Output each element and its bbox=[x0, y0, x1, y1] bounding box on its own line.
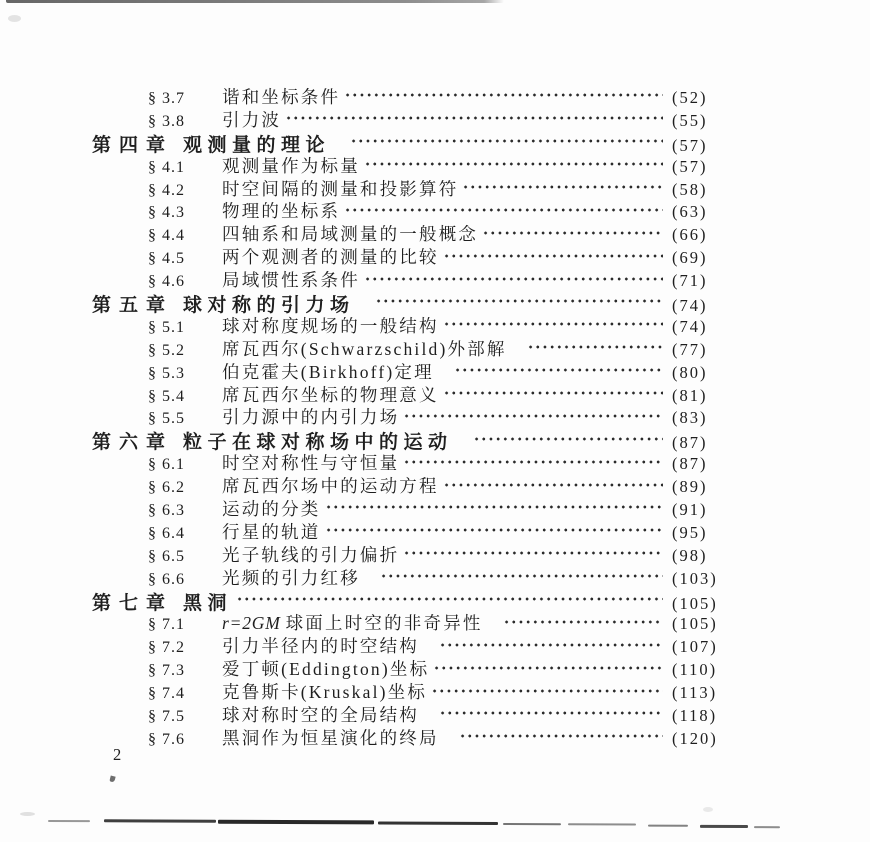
toc-row bbox=[92, 588, 760, 614]
toc-entry-title: 谐和坐标条件 bbox=[222, 87, 341, 107]
toc-entry-number: § 5.3 bbox=[148, 364, 185, 382]
toc-entry-page: (89) bbox=[672, 477, 708, 497]
table-of-contents bbox=[92, 84, 760, 748]
toc-entry-title: 光频的引力红移 bbox=[222, 567, 360, 588]
dot-leader bbox=[459, 732, 663, 740]
toc-entry-number: § 4.2 bbox=[148, 181, 185, 199]
dot-leader bbox=[443, 252, 663, 260]
scan-artifact-top-edge bbox=[6, 0, 504, 3]
toc-entry-page: (63) bbox=[672, 202, 708, 222]
toc-entry-number: § 7.1 bbox=[148, 616, 185, 634]
toc-entry-title: r=2GM 球面上时空的非奇异性 bbox=[222, 613, 483, 634]
toc-entry-page: (71) bbox=[672, 271, 708, 291]
toc-entry-page: (110) bbox=[672, 660, 718, 680]
toc-row bbox=[92, 84, 760, 107]
toc-entry-title: 引力波 bbox=[222, 109, 282, 130]
dot-leader bbox=[403, 549, 663, 557]
toc-entry-title: 运动的分类 bbox=[222, 499, 321, 520]
toc-entry-title: 黑洞作为恒星演化的终局 bbox=[222, 727, 439, 748]
toc-row bbox=[92, 198, 760, 221]
toc-entry-number: § 4.4 bbox=[148, 227, 185, 245]
dot-leader bbox=[375, 297, 663, 305]
toc-entry-number: 第五章 bbox=[92, 295, 174, 317]
toc-entry-number: § 5.2 bbox=[148, 341, 185, 359]
toc-entry-title: 观测量作为标量 bbox=[222, 155, 360, 176]
toc-entry-number: § 7.4 bbox=[148, 685, 185, 703]
scan-artifact-bottom-edge bbox=[48, 818, 780, 831]
toc-entry-number: § 4.5 bbox=[148, 250, 185, 268]
toc-entry-title: 局域惯性系条件 bbox=[222, 270, 360, 291]
toc-entry-page: (58) bbox=[672, 179, 708, 199]
dot-leader bbox=[439, 709, 663, 717]
toc-entry-title: 引力半径内的时空结构 bbox=[222, 636, 419, 657]
toc-entry-title: 时空间隔的测量和投影算符 bbox=[222, 178, 459, 199]
dot-leader bbox=[431, 687, 663, 695]
dot-leader bbox=[344, 91, 663, 99]
toc-row bbox=[92, 130, 760, 156]
toc-entry-page: (91) bbox=[672, 500, 708, 520]
dot-leader bbox=[462, 183, 663, 191]
dot-leader bbox=[443, 389, 663, 397]
dot-leader bbox=[433, 664, 663, 672]
dot-leader bbox=[482, 229, 663, 237]
toc-entry-page: (105) bbox=[672, 593, 718, 613]
toc-entry-number: § 5.4 bbox=[148, 387, 185, 405]
toc-entry-number: § 5.5 bbox=[148, 410, 185, 428]
toc-entry-number: 第六章 bbox=[92, 432, 174, 454]
toc-entry-page: (52) bbox=[672, 88, 708, 107]
dot-leader bbox=[325, 526, 664, 534]
toc-row bbox=[92, 427, 760, 454]
toc-entry-title: 席瓦西尔坐标的物理意义 bbox=[222, 384, 439, 405]
toc-entry-title: 行星的轨道 bbox=[222, 521, 321, 542]
toc-row bbox=[92, 473, 760, 496]
math-expression: r=2GM bbox=[222, 613, 281, 634]
toc-entry-title: 伯克霍夫(Birkhoff)定理 bbox=[222, 361, 434, 382]
toc-row bbox=[92, 107, 760, 130]
toc-row bbox=[92, 382, 760, 405]
toc-entry-title: 球对称的引力场 bbox=[183, 295, 355, 317]
dot-leader bbox=[364, 160, 663, 168]
dot-leader bbox=[403, 458, 663, 466]
toc-row bbox=[92, 244, 760, 267]
toc-row bbox=[92, 565, 760, 588]
toc-entry-page: (57) bbox=[672, 156, 708, 176]
toc-entry-page: (80) bbox=[672, 362, 708, 382]
toc-entry-page: (74) bbox=[672, 316, 708, 336]
toc-entry-page: (66) bbox=[672, 225, 708, 245]
toc-entry-page: (81) bbox=[672, 385, 708, 405]
toc-entry-title: 四轴系和局域测量的一般概念 bbox=[222, 224, 479, 245]
toc-entry-title: 光子轨线的引力偏折 bbox=[222, 544, 400, 565]
toc-row bbox=[92, 542, 760, 565]
toc-entry-title: 爱丁顿(Eddington)坐标 bbox=[222, 659, 430, 680]
toc-row bbox=[92, 176, 760, 199]
toc-entry-number: § 5.1 bbox=[148, 318, 185, 336]
dot-leader bbox=[344, 206, 663, 214]
toc-entry-title: 席瓦西尔场中的运动方程 bbox=[222, 476, 439, 497]
toc-entry-page: (57) bbox=[672, 135, 708, 155]
toc-row bbox=[92, 702, 760, 725]
toc-row bbox=[92, 221, 760, 244]
toc-entry-page: (55) bbox=[672, 110, 708, 130]
toc-entry-number: § 7.6 bbox=[148, 730, 185, 748]
dot-leader bbox=[350, 137, 663, 145]
toc-entry-page: (120) bbox=[672, 728, 718, 748]
dot-leader bbox=[285, 114, 663, 122]
dot-leader bbox=[527, 343, 663, 351]
toc-entry-page: (98) bbox=[672, 545, 708, 565]
dot-leader bbox=[403, 412, 663, 420]
toc-entry-page: (95) bbox=[672, 522, 708, 542]
toc-entry-number: § 4.6 bbox=[148, 273, 185, 291]
toc-entry-title: 时空对称性与守恒量 bbox=[222, 453, 400, 474]
toc-entry-number: § 3.8 bbox=[148, 112, 185, 130]
toc-entry-title: 两个观测者的测量的比较 bbox=[222, 247, 439, 268]
toc-entry-number: § 7.3 bbox=[148, 662, 185, 680]
toc-entry-number: § 6.1 bbox=[148, 456, 185, 474]
toc-entry-page: (77) bbox=[672, 339, 708, 359]
page-number: 2 bbox=[113, 745, 122, 764]
toc-entry-page: (118) bbox=[672, 706, 718, 726]
toc-entry-page: (87) bbox=[672, 433, 708, 453]
toc-entry-title: 物理的坐标系 bbox=[222, 201, 341, 222]
dot-leader bbox=[473, 435, 663, 443]
dot-leader bbox=[380, 572, 663, 580]
toc-row bbox=[92, 336, 760, 359]
toc-row bbox=[92, 725, 760, 748]
toc-entry-number: § 4.3 bbox=[148, 204, 185, 222]
toc-row bbox=[92, 359, 760, 382]
dot-leader bbox=[443, 320, 663, 328]
toc-row bbox=[92, 519, 760, 542]
toc-row bbox=[92, 656, 760, 679]
scan-smudge bbox=[20, 812, 35, 816]
toc-entry-page: (69) bbox=[672, 248, 708, 268]
toc-entry-number: § 7.5 bbox=[148, 708, 185, 726]
toc-entry-title: 克鲁斯卡(Kruskal)坐标 bbox=[222, 682, 428, 703]
toc-entry-title: 观测量的理论 bbox=[183, 134, 331, 156]
toc-entry-page: (105) bbox=[672, 614, 718, 634]
scan-ink-speck bbox=[109, 775, 115, 782]
dot-leader bbox=[454, 366, 663, 374]
toc-entry-title: 球对称时空的全局结构 bbox=[222, 705, 419, 726]
toc-row bbox=[92, 404, 760, 427]
toc-entry-title: 引力源中的内引力场 bbox=[222, 407, 400, 428]
scan-smudge bbox=[703, 807, 713, 812]
toc-entry-number: § 6.2 bbox=[148, 479, 185, 497]
toc-row bbox=[92, 679, 760, 702]
dot-leader bbox=[364, 275, 663, 283]
toc-row bbox=[92, 633, 760, 656]
dot-leader bbox=[439, 641, 663, 649]
toc-entry-number: § 6.3 bbox=[148, 502, 185, 520]
scan-smudge bbox=[8, 15, 21, 22]
toc-entry-title: 球对称度规场的一般结构 bbox=[222, 315, 439, 336]
toc-row bbox=[92, 290, 760, 317]
toc-entry-number: § 7.2 bbox=[148, 639, 185, 657]
toc-entry-page: (74) bbox=[672, 296, 708, 316]
toc-entry-number: § 4.1 bbox=[148, 158, 185, 176]
toc-entry-title: 粒子在球对称场中的运动 bbox=[183, 432, 453, 454]
dot-leader bbox=[443, 481, 663, 489]
toc-entry-page: (113) bbox=[672, 683, 718, 703]
toc-entry-number: § 6.4 bbox=[148, 524, 185, 542]
toc-entry-number: § 3.7 bbox=[148, 90, 185, 107]
toc-entry-page: (83) bbox=[672, 408, 708, 428]
toc-entry-page: (87) bbox=[672, 454, 708, 474]
dot-leader bbox=[503, 618, 663, 626]
toc-entry-number: 第七章 bbox=[92, 592, 174, 614]
toc-entry-title: 黑洞 bbox=[183, 592, 233, 614]
toc-entry-page: (107) bbox=[672, 637, 718, 657]
toc-entry-number: 第四章 bbox=[92, 134, 174, 156]
toc-entry-title: 席瓦西尔(Schwarzschild)外部解 bbox=[222, 338, 507, 359]
toc-entry-number: § 6.5 bbox=[148, 547, 185, 565]
toc-entry-number: § 6.6 bbox=[148, 570, 185, 588]
dot-leader bbox=[236, 595, 663, 603]
toc-row bbox=[92, 496, 760, 519]
toc-entry-page: (103) bbox=[672, 568, 718, 588]
dot-leader bbox=[325, 503, 664, 511]
toc-row bbox=[92, 267, 760, 290]
